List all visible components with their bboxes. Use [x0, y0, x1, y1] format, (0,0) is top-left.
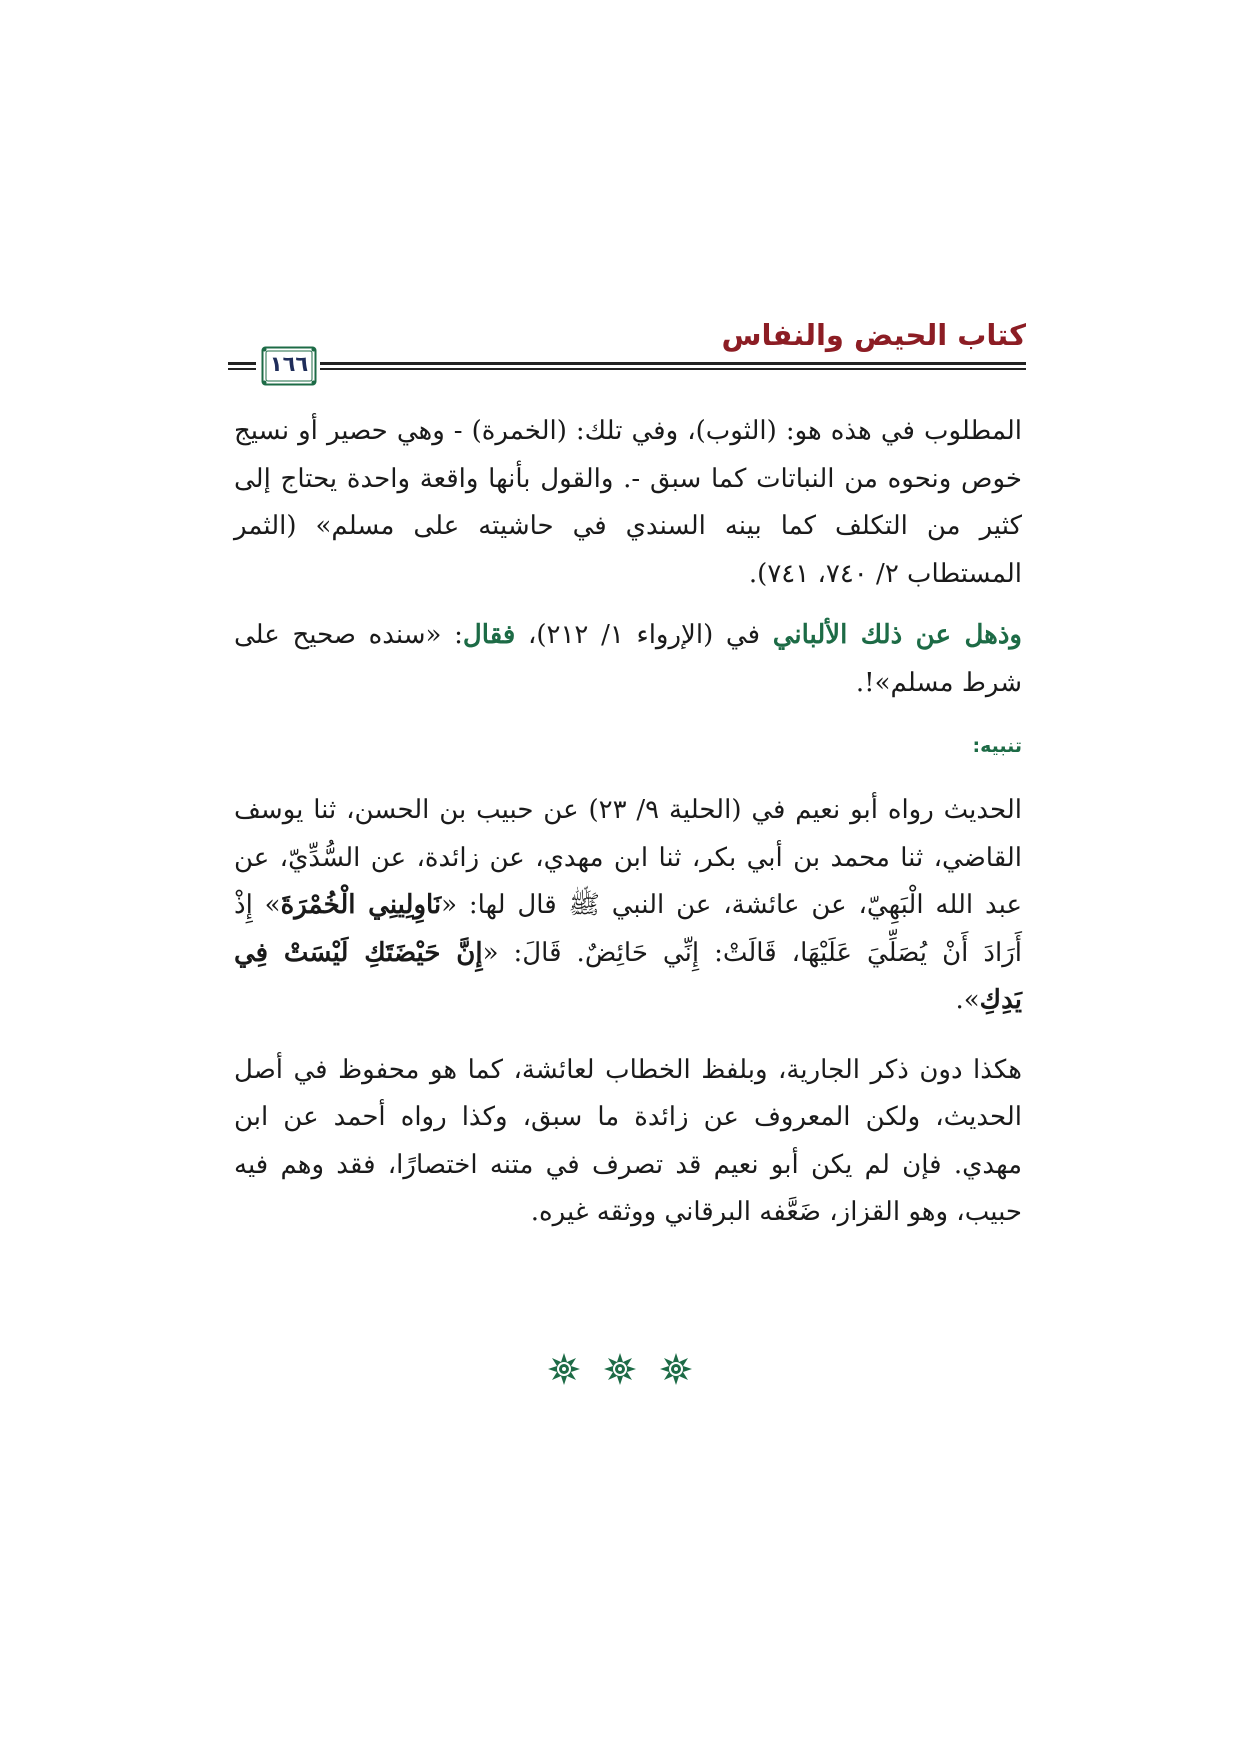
- page-number: ١٦٦: [269, 352, 309, 376]
- paragraph-4: هكذا دون ذكر الجارية، وبلفظ الخطاب لعائشة، كما هو محفوظ في أصل الحديث، ولكن المعروف عن زائدة ما سبق، وكذا رواه أحمد عن ابن مهدي. فإن لم يكن أبو نعيم قد تصرف في متنه اختصارًا، فقد وهم فيه حبيب، وهو القزاز، ضَعَّفه البرقاني ووثقه غيره.: [234, 1054, 1022, 1227]
- page-body: [234, 408, 1022, 1237]
- section-end-ornament: [0, 1352, 1240, 1386]
- hadith-text-2: إِنَّ حَيْضَتَكِ لَيْسَتْ فِي يَدِكِ: [234, 937, 1022, 1015]
- said-label: فقال: [462, 620, 516, 650]
- paragraph-3: [234, 787, 1022, 1025]
- albani-quote: : «سنده صحيح على شرط مسلم»!.: [234, 620, 1022, 698]
- isnad-text: الحديث رواه أبو نعيم في (الحلية ٩/ ٢٣) عن حبيب بن الحسن، ثنا يوسف القاضي، ثنا محمد بن أبي بكر، ثنا ابن مهدي، عن زائدة، عن السُّدِّيّ، عن عبد الله الْبَهِيّ، عن عائشة، عن النبي ﷺ قال لها: «: [234, 795, 1022, 920]
- hadith-close: ».: [955, 985, 980, 1015]
- page-number-badge: [261, 346, 317, 386]
- albani-remark: وذهل عن ذلك الألباني: [772, 620, 1022, 650]
- irwa-citation: في (الإرواء ١/ ٢١٢)،: [515, 620, 773, 650]
- paragraph-2: [234, 612, 1022, 707]
- hadith-narration: » إِذْ أَرَادَ أَنْ يُصَلِّيَ عَلَيْهَا، قَالَتْ: إِنِّي حَائِضٌ. قَالَ: «: [234, 890, 1022, 968]
- book-title: كتاب الحيض والنفاس: [721, 318, 1026, 352]
- flower-ornament-icon: [603, 1352, 637, 1386]
- header-rule-right: [320, 362, 1026, 370]
- flower-ornament-icon: [547, 1352, 581, 1386]
- note-heading: تنبيه:: [972, 735, 1022, 757]
- flower-ornament-icon: [659, 1352, 693, 1386]
- hadith-text-1: نَاوِلِينِي الْخُمْرَةَ: [280, 890, 442, 920]
- paragraph-1: المطلوب في هذه هو: (الثوب)، وفي تلك: (الخمرة) - وهي حصير أو نسيج خوص ونحوه من النباتات كما سبق -. والقول بأنها واقعة واحدة يحتاج إلى كثير من التكلف كما بينه السندي في حاشيته على مسلم» (الثمر المستطاب ٢/ ٧٤٠، ٧٤١).: [234, 416, 1022, 589]
- page-header: [228, 318, 1026, 398]
- header-rule-left: [228, 362, 256, 370]
